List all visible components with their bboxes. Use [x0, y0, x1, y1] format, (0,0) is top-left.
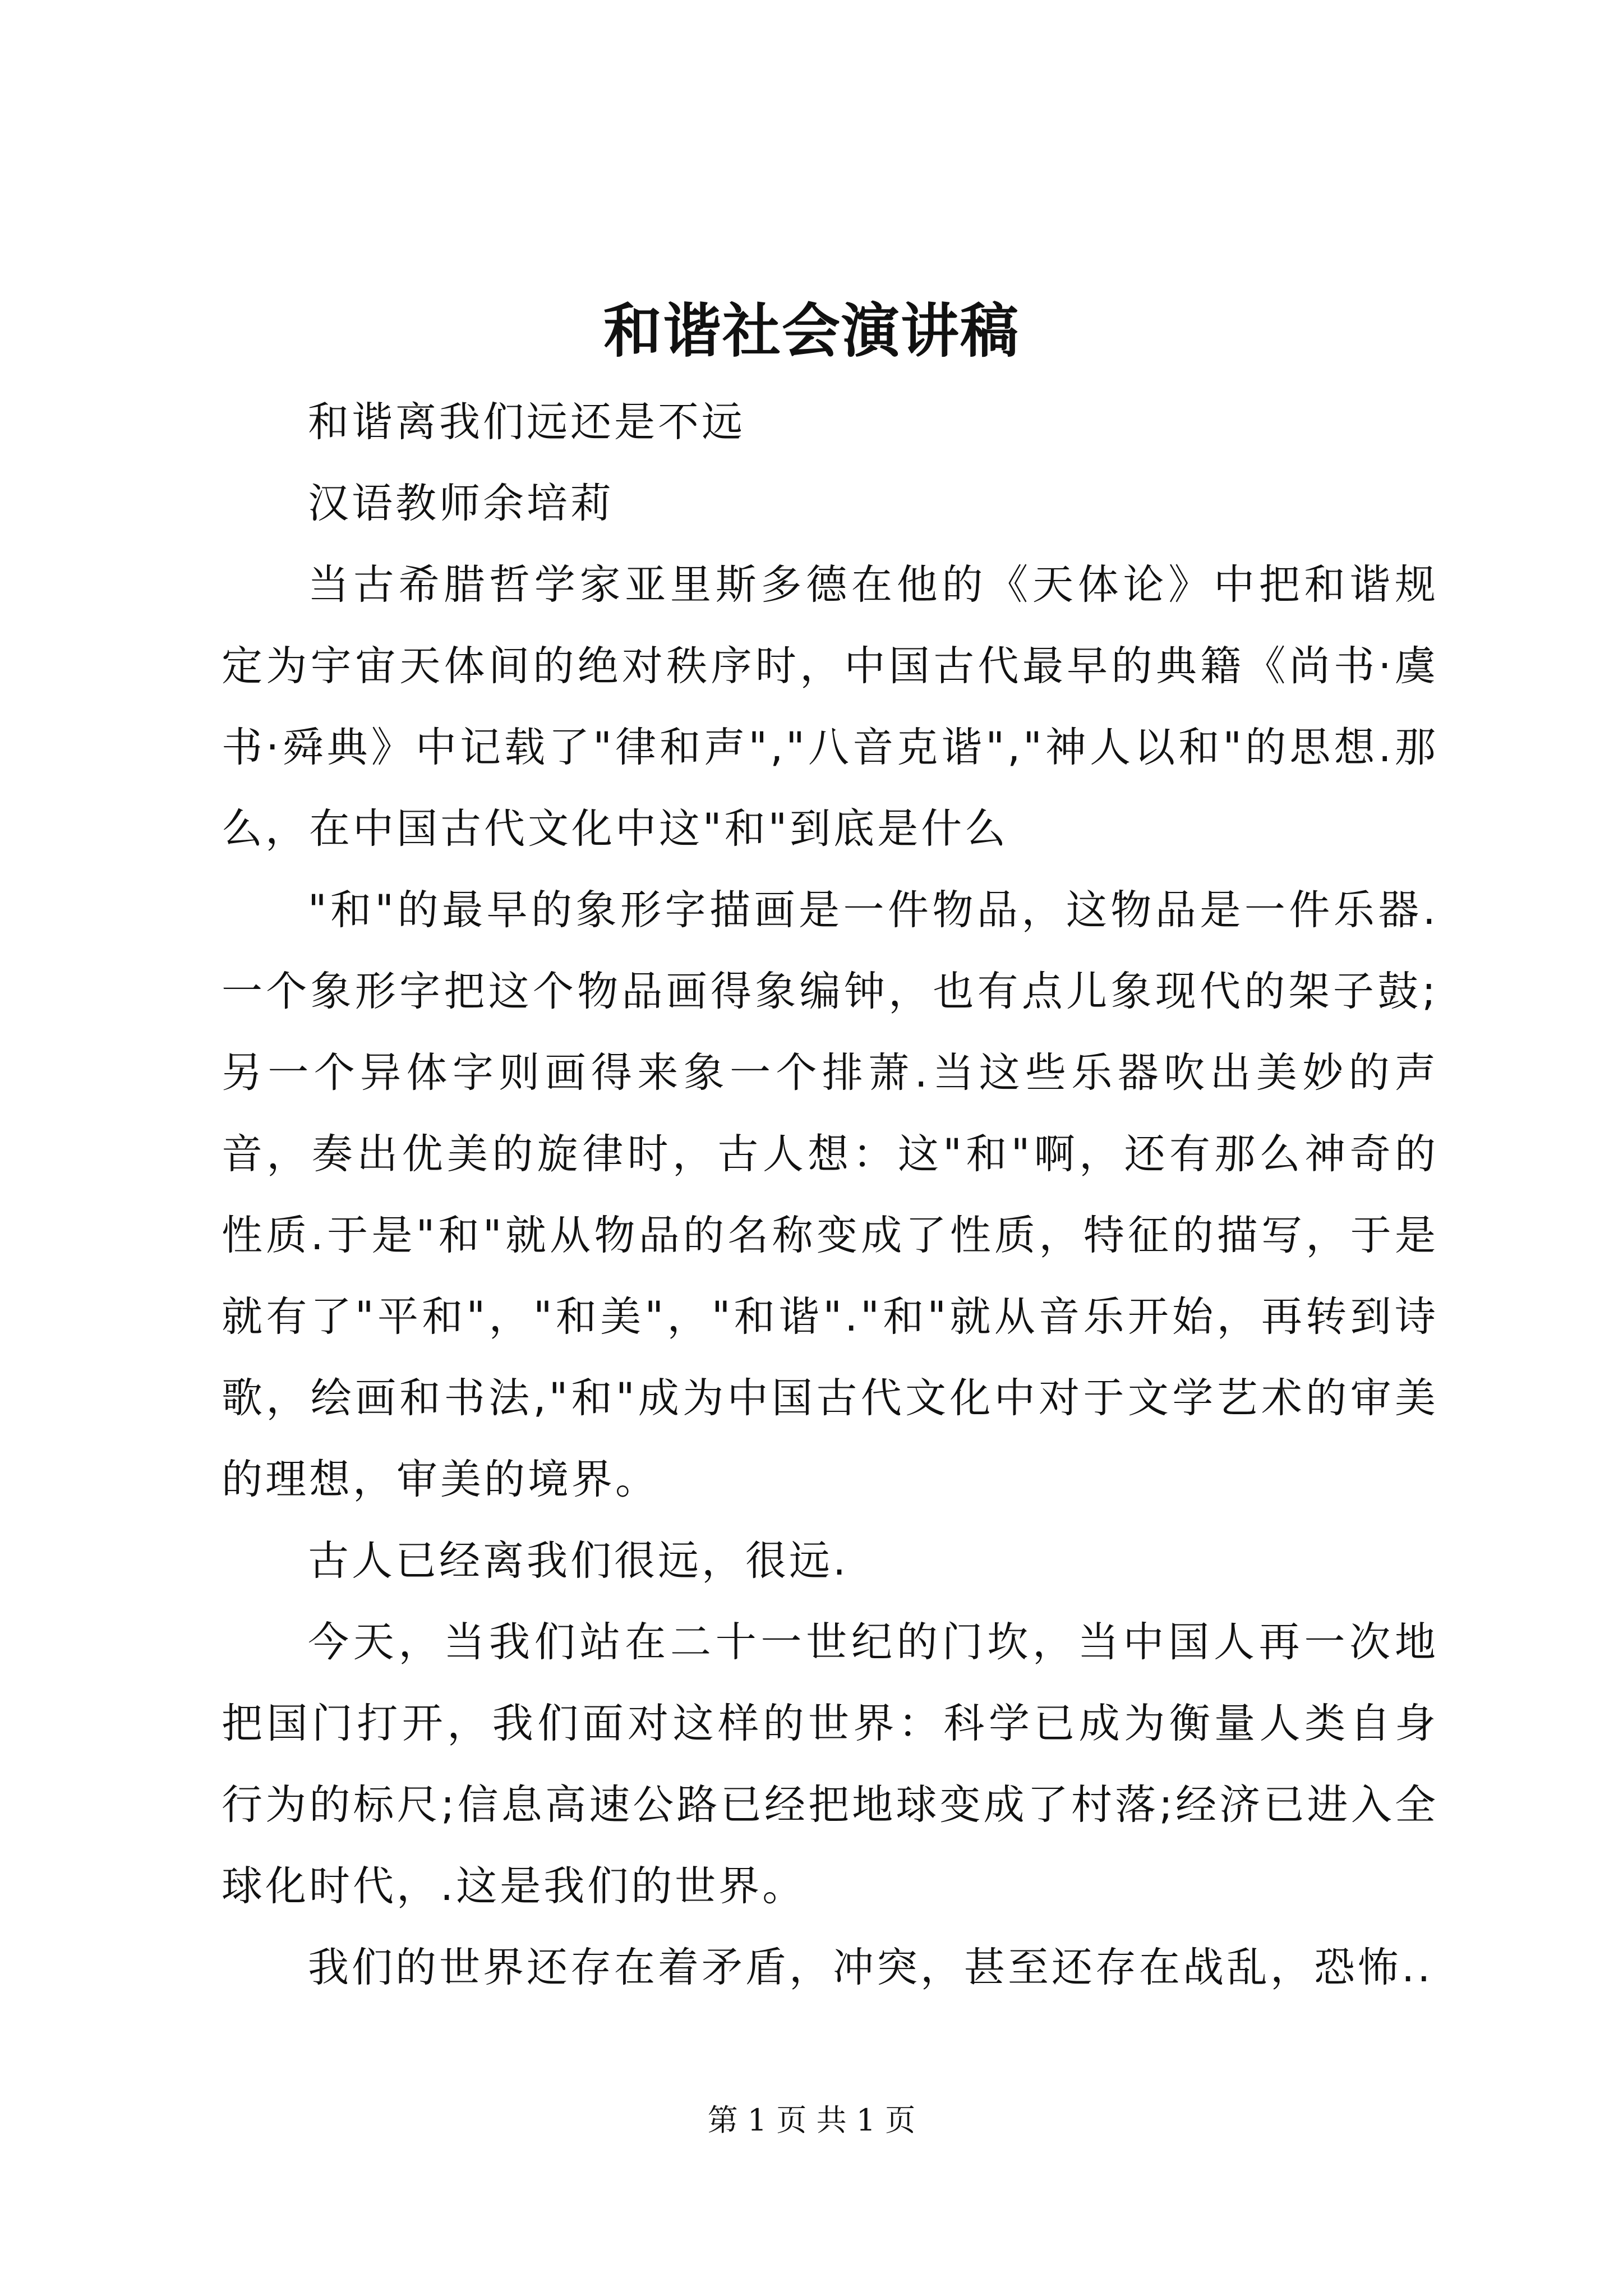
- document-title: 和谐社会演讲稿: [603, 296, 1020, 365]
- page-footer: 第 1 页 共 1 页: [707, 2102, 916, 2138]
- document-body: [222, 381, 1438, 2008]
- subtitle-paragraph: 和谐离我们远还是不远: [308, 398, 745, 446]
- body-paragraph: 当古希腊哲学家亚里斯多德在他的《天体论》中把和谐规定为宇宙天体间的绝对秩序时，中国古代最早的典籍《尚书·虞书·舜典》中记载了"律和声","八音克谐","神人以和"的思想.那么，在中国古代文化中这"和"到底是什么: [222, 561, 1438, 853]
- body-paragraph: 今天，当我们站在二十一世纪的门坎，当中国人再一次地把国门打开，我们面对这样的世界：科学已成为衡量人类自身行为的标尺;信息高速公路已经把地球变成了村落;经济已进入全球化时代，.这是我们的世界。: [222, 1618, 1438, 1910]
- author-paragraph: 汉语教师余培莉: [308, 480, 614, 527]
- body-paragraph: "和"的最早的象形字描画是一件物品，这物品是一件乐器.一个象形字把这个物品画得象编钟，也有点儿象现代的架子鼓;另一个异体字则画得来象一个排萧.当这些乐器吹出美妙的声音，奏出优美的旋律时，古人想：这"和"啊，还有那么神奇的性质.于是"和"就从物品的名称变成了性质，特征的描写，于是就有了"平和"，"和美"，"和谐"."和"就从音乐开始，再转到诗歌，绘画和书法,"和"成为中国古代文化中对于文学艺术的审美的理想，审美的境界。: [222, 886, 1438, 1503]
- body-paragraph: 我们的世界还存在着矛盾，冲突，甚至还存在战乱，恐怖..: [308, 1944, 1433, 1991]
- body-paragraph: 古人已经离我们很远，很远.: [308, 1537, 849, 1585]
